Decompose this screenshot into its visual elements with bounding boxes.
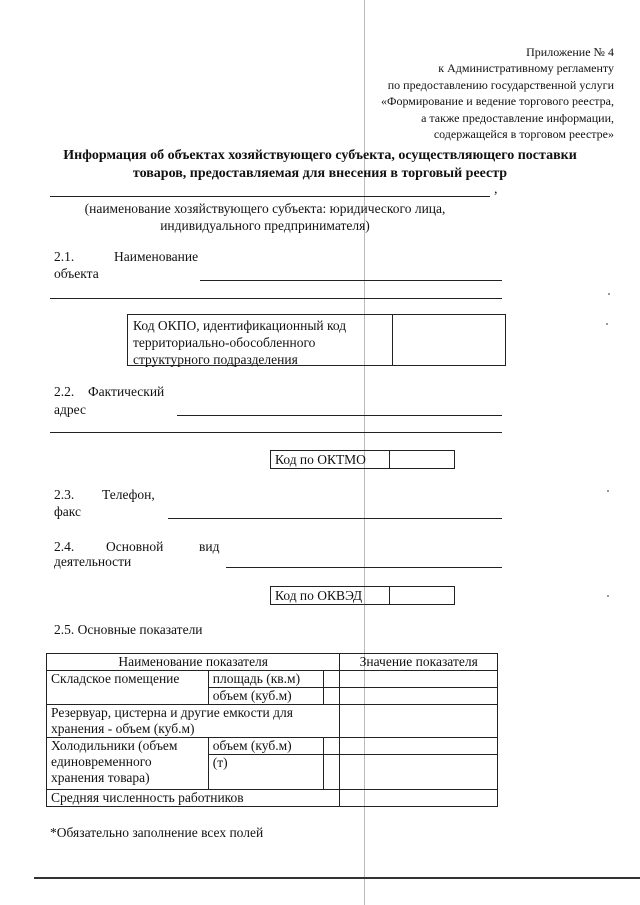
volume-value-cell[interactable] [340,688,498,705]
section-2-2-number: 2.2. [54,384,75,399]
subject-name-field[interactable] [50,196,490,197]
fridge-tonnes-spacer [324,755,340,790]
section-2-1-number: 2.1. [54,249,75,264]
warehouse-label: Складское помещение [47,671,209,705]
table-row [47,671,498,688]
area-spacer [324,671,340,688]
section-2-4-number: 2.4. [54,539,75,554]
subject-note [40,200,490,234]
scan-speck [606,323,608,325]
appendix-line: «Формирование и ведение торгового реестра, [380,94,614,109]
okpo-label-line: территориально-обособленного [133,335,316,350]
activity-field[interactable] [226,567,502,568]
address-field-2[interactable] [50,432,502,433]
footnote: *Обязательно заполнение всех полей [50,825,264,840]
appendix-header [381,44,614,142]
title-line: Информация об объектах хозяйствующего субъекта, осуществляющего поставки [63,148,577,163]
workers-label: Средняя численность работников [47,790,340,807]
fridge-label-line: Холодильники (объем [51,738,178,753]
scan-speck [607,595,609,597]
reservoir-label [47,705,340,738]
appendix-line: по предоставлению государственной услуги [387,77,614,92]
okpo-label-line: Код ОКПО, идентификационный код [133,318,347,333]
oktmo-value-cell[interactable] [390,451,454,468]
area-value-cell[interactable] [340,671,498,688]
appendix-line: к Административному регламенту [438,61,614,76]
appendix-line: а также предоставление информации, [421,110,614,125]
oktmo-box [270,450,455,469]
reservoir-value-cell[interactable] [340,705,498,738]
fridge-tonnes-label: (т) [208,755,324,790]
okved-value-cell[interactable] [390,587,454,604]
section-2-1-label-cont: объекта [54,266,99,281]
section-2-2-label-cont: адрес [54,402,86,417]
volume-spacer [324,688,340,705]
section-2-4-label-2: вид [199,539,220,554]
section-2-3-label-cont: факс [54,504,81,519]
appendix-line: содержащейся в торговом реестре» [433,127,614,142]
fridge-label [47,738,209,790]
section-2-4-label-cont: деятельности [54,554,132,569]
section-2-3-number: 2.3. [54,487,75,502]
indicators-table [46,653,498,807]
note-line: (наименование хозяйствующего субъекта: юридического лица, [84,201,446,216]
table-header-row [47,654,498,671]
volume-label: объем (куб.м) [208,688,324,705]
section-2-3-label: Телефон, [102,487,155,502]
note-line: индивидуального предпринимателя) [160,218,370,233]
appendix-line: Приложение № 4 [526,45,614,59]
scan-speck [607,490,609,492]
fridge-label-line: хранения товара) [51,770,150,785]
table-row [47,790,498,807]
oktmo-label: Код по ОКТМО [271,451,390,468]
section-2-2-label: Фактический [88,384,165,399]
phone-fax-field[interactable] [168,518,502,519]
fridge-label-line: единовременного [51,754,152,769]
subject-comma: , [494,182,498,197]
okpo-label [128,315,393,365]
okpo-value-cell[interactable] [393,315,505,365]
okved-label: Код по ОКВЭД [271,587,390,604]
table-row [47,738,498,755]
table-row [47,705,498,738]
okpo-label-line: структурного подразделения [133,352,298,367]
section-2-5-title: 2.5. Основные показатели [54,622,203,637]
area-label: площадь (кв.м) [208,671,324,688]
fridge-volume-label: объем (куб.м) [208,738,324,755]
title-line: товаров, предоставляемая для внесения в торговый реестр [132,166,508,181]
document-title [0,147,640,183]
bottom-rule [34,877,640,879]
fridge-volume-value-cell[interactable] [340,738,498,755]
address-field[interactable] [177,415,502,416]
scan-speck [608,293,610,295]
reservoir-label-line: Резервуар, цистерна и другие емкости для [51,705,293,720]
fridge-volume-spacer [324,738,340,755]
section-2-1-label: Наименование [114,249,199,264]
okved-box [270,586,455,605]
section-2-4-label: Основной [106,539,164,554]
object-name-field[interactable] [200,280,502,281]
okpo-box [127,314,506,366]
fridge-tonnes-value-cell[interactable] [340,755,498,790]
reservoir-label-line: хранения - объем (куб.м) [51,721,195,736]
header-indicator-value: Значение показателя [340,654,498,671]
workers-value-cell[interactable] [340,790,498,807]
header-indicator-name: Наименование показателя [47,654,340,671]
object-name-field-2[interactable] [50,298,502,299]
